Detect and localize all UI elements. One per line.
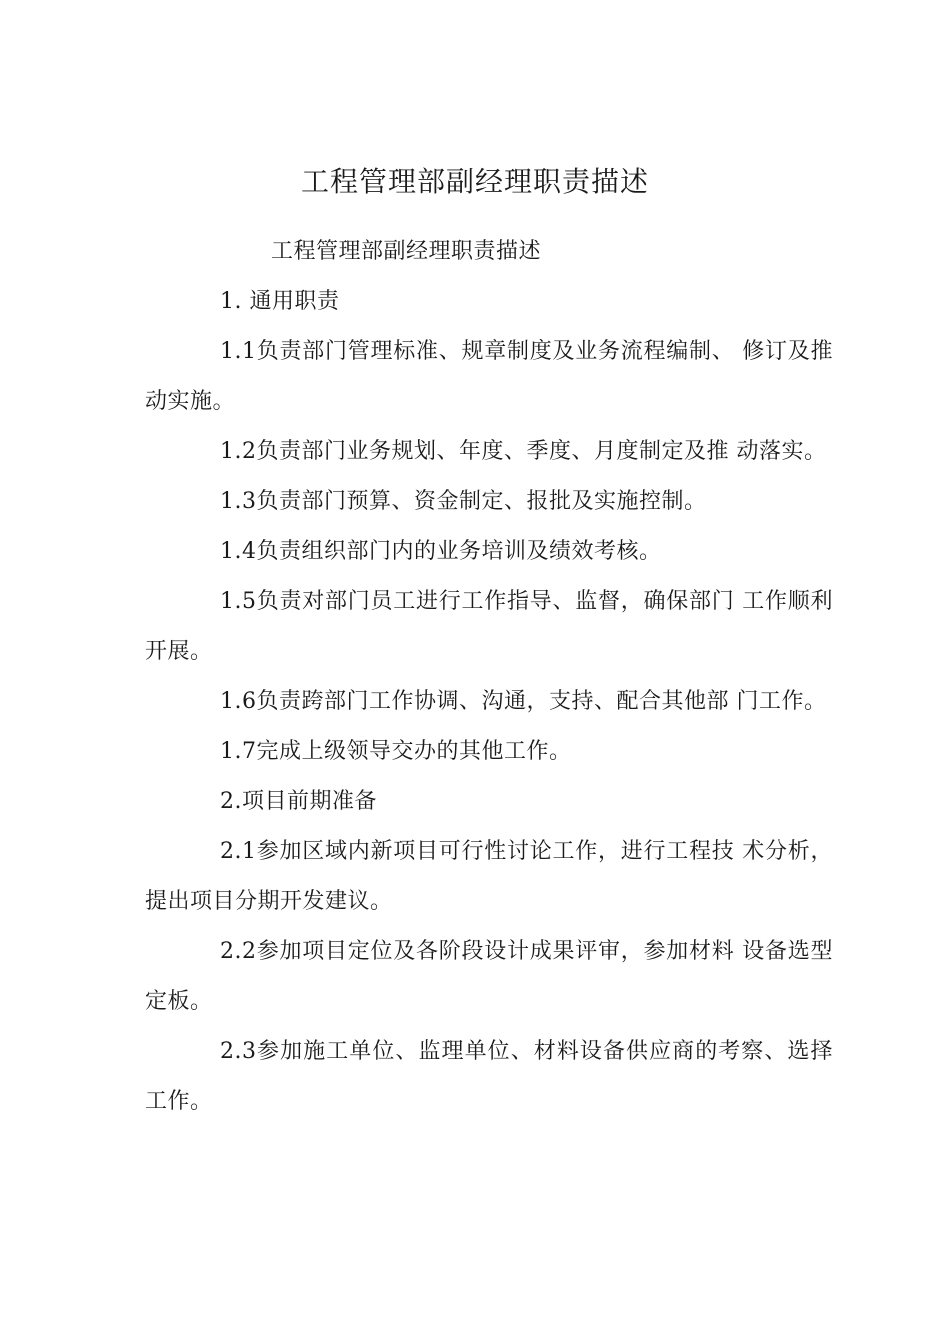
duty-item-1-1: 1.1负责部门管理标准、规章制度及业务流程编制、 修订及推动实施。: [145, 339, 833, 414]
duty-item-1-3: 1.3负责部门预算、资金制定、报批及实施控制。: [220, 489, 707, 514]
duty-item-1-6: 1.6负责跨部门工作协调、沟通，支持、配合其他部 门工作。: [220, 689, 827, 714]
duty-item-1-2: 1.2负责部门业务规划、年度、季度、月度制定及推 动落实。: [220, 439, 827, 464]
duty-item-1-4: 1.4负责组织部门内的业务培训及绩效考核。: [220, 539, 662, 564]
section-heading-general-duties: 1. 通用职责: [220, 289, 340, 314]
duty-item-1-5: 1.5负责对部门员工进行工作指导、监督，确保部门 工作顺利开展。: [145, 589, 833, 664]
duty-item-2-1: 2.1参加区域内新项目可行性讨论工作，进行工程技 术分析，提出项目分期开发建议。: [145, 839, 833, 914]
document-title: 工程管理部副经理职责描述: [300, 165, 649, 198]
duty-item-2-3: 2.3参加施工单位、监理单位、材料设备供应商的考察、选择工作。: [145, 1039, 833, 1114]
duty-item-1-7: 1.7完成上级领导交办的其他工作。: [220, 739, 572, 764]
duty-item-2-2: 2.2参加项目定位及各阶段设计成果评审，参加材料 设备选型定板。: [145, 939, 833, 1014]
body-subtitle: 工程管理部副经理职责描述: [271, 239, 542, 264]
section-heading-project-preparation: 2.项目前期准备: [220, 789, 377, 814]
document-body: [145, 227, 833, 1127]
